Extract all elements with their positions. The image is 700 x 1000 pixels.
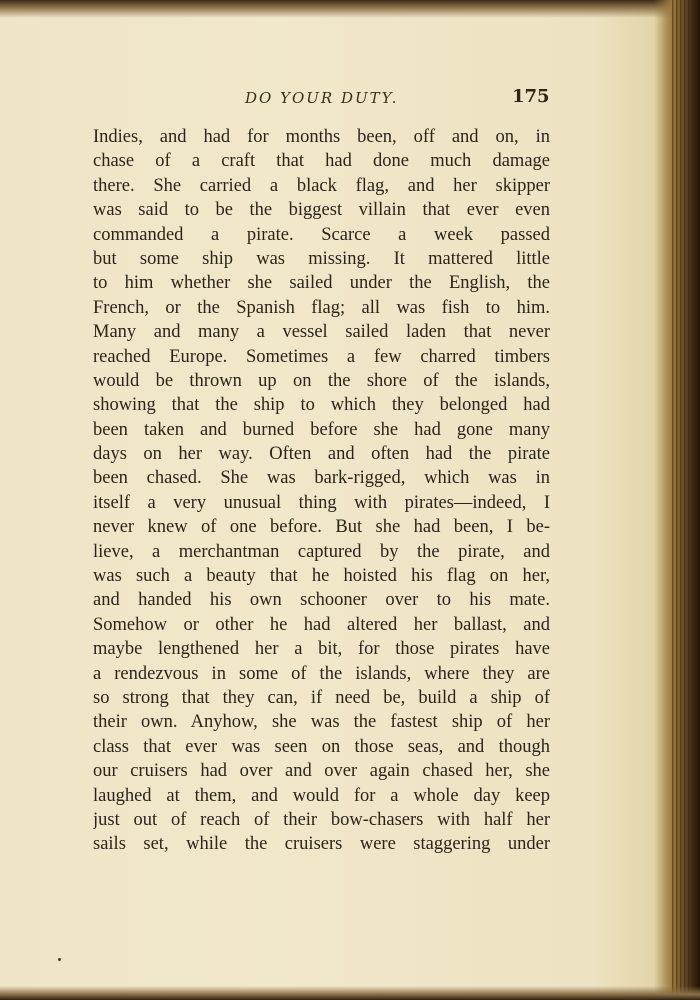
text-line: reached Europe. Sometimes a few charred timbers [93, 346, 550, 367]
text-line: a rendezvous in some of the islands, where they are [93, 663, 550, 684]
text-line: lieve, a merchantman captured by the pirate, and [93, 541, 550, 562]
text-line: Many and many a vessel sailed laden that never [93, 322, 550, 343]
text-line: there. She carried a black flag, and her skipper [93, 175, 550, 196]
text-line: to him whether she sailed under the English, the [93, 273, 550, 294]
text-line: but some ship was missing. It mattered little [93, 248, 550, 269]
page-edge-leaves [672, 0, 694, 1000]
text-line: laughed at them, and would for a whole day keep [93, 785, 550, 806]
text-line: been taken and burned before she had gone many [93, 419, 550, 440]
text-line: commanded a pirate. Scarce a week passed [93, 224, 550, 245]
top-edge-shadow [0, 0, 700, 18]
text-line: so strong that they can, if need be, build a ship of [93, 687, 550, 708]
text-line: was said to be the biggest villain that ever even [93, 200, 550, 221]
text-line: sails set, while the cruisers were staggering under [93, 834, 550, 855]
body-text [93, 125, 550, 857]
text-line: Somehow or other he had altered her ballast, and [93, 614, 550, 635]
text-line: and handed his own schooner over to his mate. [93, 590, 550, 611]
text-line: showing that the ship to which they belonged had [93, 395, 550, 416]
text-line: Indies, and had for months been, off and on, in [93, 127, 550, 147]
text-line: was such a beauty that he hoisted his flag on her, [93, 566, 550, 587]
text-line: itself a very unusual thing with pirates—indeed, I [93, 492, 550, 513]
page-number: 175 [512, 86, 550, 107]
text-line: been chased. She was bark-rigged, which was in [93, 468, 550, 489]
bottom-edge-shadow [0, 986, 700, 1000]
text-line: our cruisers had over and over again chased her, she [93, 761, 550, 782]
text-line: French, or the Spanish flag; all was fish to him. [93, 297, 550, 318]
text-line: days on her way. Often and often had the pirate [93, 444, 550, 465]
text-line: just out of reach of their bow-chasers with half her [93, 809, 550, 830]
text-line: class that ever was seen on those seas, and though [93, 736, 550, 757]
running-head: DO YOUR DUTY. [245, 89, 399, 107]
text-line: chase of a craft that had done much damage [93, 151, 550, 172]
text-line: never knew of one before. But she had been, I be- [93, 517, 550, 538]
text-line: would be thrown up on the shore of the islands, [93, 370, 550, 391]
text-line: their own. Anyhow, she was the fastest ship of her [93, 712, 550, 733]
text-line: maybe lengthened her a bit, for those pirates have [93, 639, 550, 660]
ink-speck [58, 958, 61, 961]
